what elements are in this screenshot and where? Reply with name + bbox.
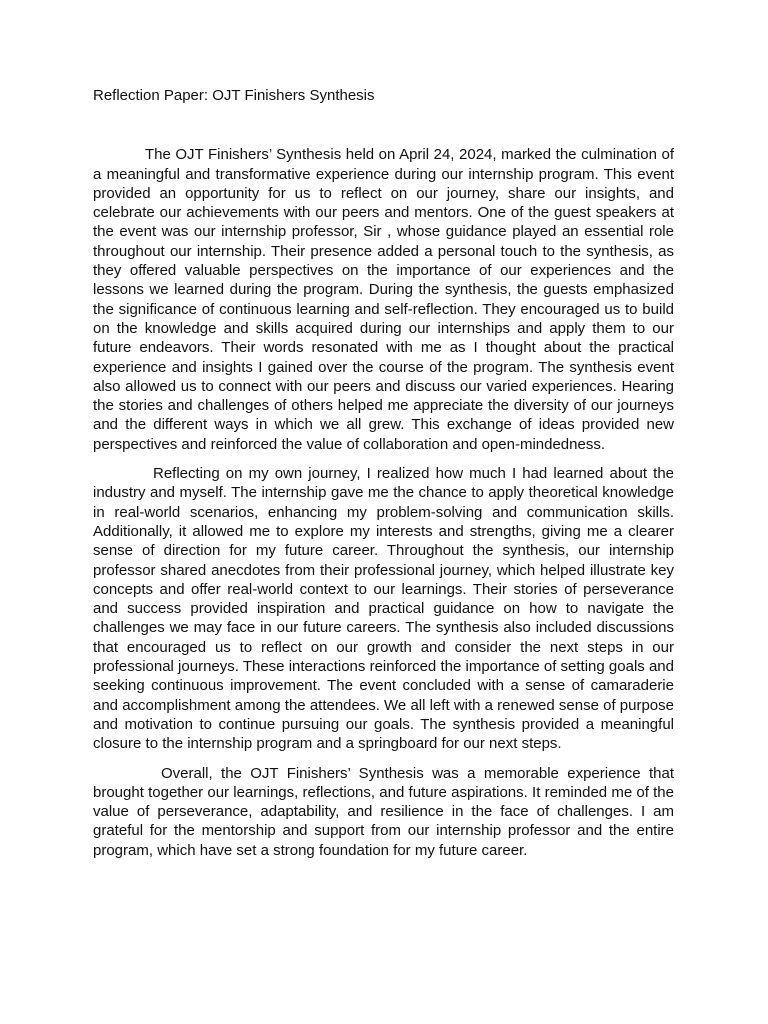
- paragraph-3: Overall, the OJT Finishers’ Synthesis was a memorable experience that brought together our learnings, reflections, and future aspirations. It reminded me of the value of perseverance, adaptability, and resilience in the face of challenges. I am grateful for the mentorship and support from our internship professor and the entire program, which have set a strong foundation for my future career.: [93, 764, 674, 859]
- document-body: [93, 86, 674, 860]
- document-title: Reflection Paper: OJT Finishers Synthesis: [93, 87, 375, 104]
- paragraph-2: Reflecting on my own journey, I realized how much I had learned about the industry and myself. The internship gave me the chance to apply theoretical knowledge in real-world scenarios, enhancing my problem-solving and communication skills. Additionally, it allowed me to explore my interests and strengths, giving me a clearer sense of direction for my future career. Throughout the synthesis, our internship professor shared anecdotes from their professional journey, which helped illustrate key concepts and offer real-world context to our learnings. Their stories of perseverance and success provided inspiration and practical guidance on how to navigate the challenges we may face in our future careers. The synthesis also included discussions that encouraged us to reflect on our growth and consider the next steps in our professional journeys. These interactions reinforced the importance of setting goals and seeking continuous improvement. The event concluded with a sense of camaraderie and accomplishment among the attendees. We all left with a renewed sense of purpose and motivation to continue pursuing our goals. The synthesis provided a meaningful closure to the internship program and a springboard for our next steps.: [93, 465, 674, 753]
- paragraph-1: The OJT Finishers’ Synthesis held on April 24, 2024, marked the culmination of a meaningful and transformative experience during our internship program. This event provided an opportunity for us to reflect on our journey, share our insights, and celebrate our achievements with our peers and mentors. One of the guest speakers at the event was our internship professor, Sir , whose guidance played an essential role throughout our internship. Their presence added a personal touch to the synthesis, as they offered valuable perspectives on the importance of our experiences and the lessons we learned during the program. During the synthesis, the guests emphasized the significance of continuous learning and self-reflection. They encouraged us to build on the knowledge and skills acquired during our internships and apply them to our future endeavors. Their words resonated with me as I thought about the practical experience and insights I gained over the course of the program. The synthesis event also allowed us to connect with our peers and discuss our varied experiences. Hearing the stories and challenges of others helped me appreciate the diversity of our journeys and the different ways in which we all grew. This exchange of ideas provided new perspectives and reinforced the value of collaboration and open-mindedness.: [93, 146, 674, 453]
